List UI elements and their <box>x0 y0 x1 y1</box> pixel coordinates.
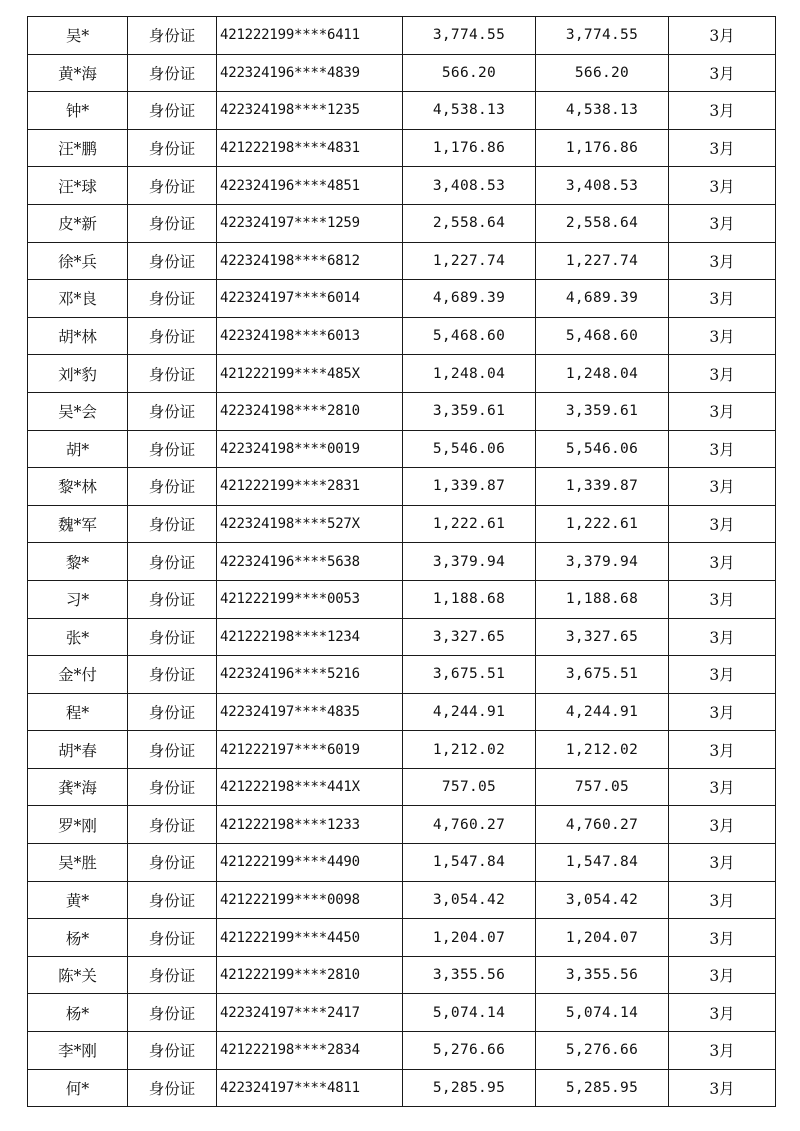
cell-month: 3月 <box>669 844 776 882</box>
cell-id-number: 421222199****2831 <box>217 468 403 506</box>
cell-id-number: 421222199****4450 <box>217 919 403 957</box>
cell-id-number: 422324196****5216 <box>217 656 403 694</box>
cell-name: 黄*海 <box>28 54 128 92</box>
table-row <box>28 618 776 656</box>
cell-id-number: 422324198****527X <box>217 505 403 543</box>
cell-month: 3月 <box>669 881 776 919</box>
cell-amount-paid: 4,538.13 <box>536 92 669 130</box>
cell-month: 3月 <box>669 505 776 543</box>
cell-month: 3月 <box>669 919 776 957</box>
cell-id-type: 身份证 <box>128 505 217 543</box>
cell-name: 皮*新 <box>28 204 128 242</box>
cell-name: 金*付 <box>28 656 128 694</box>
cell-name: 刘*豹 <box>28 355 128 393</box>
cell-amount-paid: 3,675.51 <box>536 656 669 694</box>
cell-name: 胡*林 <box>28 317 128 355</box>
cell-amount-paid: 5,276.66 <box>536 1032 669 1070</box>
cell-id-number: 421222198****441X <box>217 768 403 806</box>
cell-name: 黎*林 <box>28 468 128 506</box>
cell-id-type: 身份证 <box>128 994 217 1032</box>
cell-amount-paid: 1,212.02 <box>536 731 669 769</box>
cell-id-type: 身份证 <box>128 92 217 130</box>
cell-amount-paid: 1,222.61 <box>536 505 669 543</box>
table-row <box>28 54 776 92</box>
cell-id-type: 身份证 <box>128 844 217 882</box>
cell-id-number: 421222198****1234 <box>217 618 403 656</box>
cell-id-number: 421222199****0098 <box>217 881 403 919</box>
cell-amount-paid: 4,244.91 <box>536 693 669 731</box>
cell-id-number: 421222198****4831 <box>217 129 403 167</box>
table-row <box>28 242 776 280</box>
cell-id-type: 身份证 <box>128 242 217 280</box>
cell-id-number: 422324198****6812 <box>217 242 403 280</box>
cell-amount-payable: 3,054.42 <box>403 881 536 919</box>
table-row <box>28 580 776 618</box>
cell-id-type: 身份证 <box>128 693 217 731</box>
cell-month: 3月 <box>669 280 776 318</box>
table-row <box>28 656 776 694</box>
cell-name: 汪*球 <box>28 167 128 205</box>
cell-amount-payable: 3,379.94 <box>403 543 536 581</box>
table-row <box>28 956 776 994</box>
cell-month: 3月 <box>669 468 776 506</box>
table-row <box>28 919 776 957</box>
cell-id-number: 422324197****4811 <box>217 1069 403 1107</box>
table-row <box>28 994 776 1032</box>
cell-name: 胡*春 <box>28 731 128 769</box>
cell-name: 罗*刚 <box>28 806 128 844</box>
cell-id-number: 422324197****4835 <box>217 693 403 731</box>
cell-amount-payable: 1,222.61 <box>403 505 536 543</box>
cell-amount-payable: 4,689.39 <box>403 280 536 318</box>
cell-id-type: 身份证 <box>128 167 217 205</box>
cell-id-type: 身份证 <box>128 956 217 994</box>
cell-name: 邓*良 <box>28 280 128 318</box>
cell-amount-payable: 1,227.74 <box>403 242 536 280</box>
cell-amount-paid: 566.20 <box>536 54 669 92</box>
cell-id-number: 421222199****4490 <box>217 844 403 882</box>
table-row <box>28 1032 776 1070</box>
cell-id-type: 身份证 <box>128 392 217 430</box>
cell-amount-paid: 4,689.39 <box>536 280 669 318</box>
cell-month: 3月 <box>669 317 776 355</box>
cell-month: 3月 <box>669 54 776 92</box>
cell-name: 徐*兵 <box>28 242 128 280</box>
cell-amount-paid: 1,339.87 <box>536 468 669 506</box>
cell-id-type: 身份证 <box>128 543 217 581</box>
cell-amount-payable: 5,468.60 <box>403 317 536 355</box>
cell-month: 3月 <box>669 806 776 844</box>
cell-amount-payable: 1,547.84 <box>403 844 536 882</box>
cell-amount-paid: 757.05 <box>536 768 669 806</box>
table-row <box>28 881 776 919</box>
cell-amount-payable: 5,276.66 <box>403 1032 536 1070</box>
cell-name: 吴* <box>28 17 128 55</box>
cell-id-number: 421222199****485X <box>217 355 403 393</box>
cell-id-number: 422324197****6014 <box>217 280 403 318</box>
table-row <box>28 543 776 581</box>
cell-name: 胡* <box>28 430 128 468</box>
cell-amount-payable: 3,408.53 <box>403 167 536 205</box>
cell-amount-paid: 5,546.06 <box>536 430 669 468</box>
cell-name: 李*刚 <box>28 1032 128 1070</box>
table-row <box>28 92 776 130</box>
cell-amount-paid: 4,760.27 <box>536 806 669 844</box>
cell-id-type: 身份证 <box>128 355 217 393</box>
cell-month: 3月 <box>669 731 776 769</box>
cell-id-number: 422324197****1259 <box>217 204 403 242</box>
cell-id-type: 身份证 <box>128 656 217 694</box>
cell-id-type: 身份证 <box>128 468 217 506</box>
cell-id-type: 身份证 <box>128 280 217 318</box>
cell-id-number: 422324198****2810 <box>217 392 403 430</box>
table-row <box>28 844 776 882</box>
cell-amount-payable: 1,212.02 <box>403 731 536 769</box>
cell-amount-paid: 3,408.53 <box>536 167 669 205</box>
cell-amount-payable: 4,538.13 <box>403 92 536 130</box>
cell-amount-paid: 3,054.42 <box>536 881 669 919</box>
table-row <box>28 167 776 205</box>
cell-month: 3月 <box>669 204 776 242</box>
cell-month: 3月 <box>669 768 776 806</box>
table-row <box>28 731 776 769</box>
cell-month: 3月 <box>669 994 776 1032</box>
cell-id-type: 身份证 <box>128 919 217 957</box>
cell-month: 3月 <box>669 656 776 694</box>
cell-month: 3月 <box>669 956 776 994</box>
cell-id-type: 身份证 <box>128 1069 217 1107</box>
cell-name: 钟* <box>28 92 128 130</box>
cell-amount-payable: 566.20 <box>403 54 536 92</box>
cell-name: 何* <box>28 1069 128 1107</box>
cell-amount-paid: 5,285.95 <box>536 1069 669 1107</box>
cell-id-number: 422324196****4839 <box>217 54 403 92</box>
cell-id-number: 422324196****5638 <box>217 543 403 581</box>
cell-id-number: 422324198****1235 <box>217 92 403 130</box>
cell-name: 杨* <box>28 919 128 957</box>
cell-id-number: 421222198****1233 <box>217 806 403 844</box>
cell-name: 黎* <box>28 543 128 581</box>
table-row <box>28 280 776 318</box>
cell-id-type: 身份证 <box>128 806 217 844</box>
cell-amount-payable: 2,558.64 <box>403 204 536 242</box>
cell-id-type: 身份证 <box>128 731 217 769</box>
cell-id-type: 身份证 <box>128 430 217 468</box>
cell-name: 吴*会 <box>28 392 128 430</box>
cell-amount-payable: 1,176.86 <box>403 129 536 167</box>
cell-month: 3月 <box>669 129 776 167</box>
cell-name: 魏*军 <box>28 505 128 543</box>
cell-amount-payable: 1,339.87 <box>403 468 536 506</box>
cell-id-type: 身份证 <box>128 881 217 919</box>
cell-amount-payable: 3,675.51 <box>403 656 536 694</box>
cell-name: 习* <box>28 580 128 618</box>
cell-name: 龚*海 <box>28 768 128 806</box>
cell-name: 黄* <box>28 881 128 919</box>
payment-table <box>27 16 776 1107</box>
cell-amount-paid: 2,558.64 <box>536 204 669 242</box>
table-row <box>28 806 776 844</box>
cell-amount-payable: 757.05 <box>403 768 536 806</box>
cell-amount-paid: 3,379.94 <box>536 543 669 581</box>
cell-month: 3月 <box>669 17 776 55</box>
cell-id-number: 422324198****6013 <box>217 317 403 355</box>
cell-amount-payable: 1,248.04 <box>403 355 536 393</box>
cell-id-number: 422324196****4851 <box>217 167 403 205</box>
table-row <box>28 693 776 731</box>
cell-amount-paid: 1,176.86 <box>536 129 669 167</box>
cell-id-type: 身份证 <box>128 618 217 656</box>
cell-amount-paid: 5,468.60 <box>536 317 669 355</box>
cell-amount-payable: 4,244.91 <box>403 693 536 731</box>
cell-id-number: 421222198****2834 <box>217 1032 403 1070</box>
cell-amount-paid: 1,204.07 <box>536 919 669 957</box>
cell-amount-paid: 1,188.68 <box>536 580 669 618</box>
cell-month: 3月 <box>669 167 776 205</box>
table-row <box>28 392 776 430</box>
table-row <box>28 768 776 806</box>
cell-amount-payable: 3,327.65 <box>403 618 536 656</box>
cell-month: 3月 <box>669 355 776 393</box>
cell-id-number: 421222199****0053 <box>217 580 403 618</box>
cell-month: 3月 <box>669 618 776 656</box>
cell-amount-paid: 1,547.84 <box>536 844 669 882</box>
cell-name: 陈*关 <box>28 956 128 994</box>
cell-month: 3月 <box>669 430 776 468</box>
cell-name: 程* <box>28 693 128 731</box>
cell-month: 3月 <box>669 693 776 731</box>
payment-table-page <box>27 16 775 1107</box>
cell-name: 张* <box>28 618 128 656</box>
table-row <box>28 129 776 167</box>
cell-amount-payable: 3,355.56 <box>403 956 536 994</box>
cell-amount-payable: 3,774.55 <box>403 17 536 55</box>
cell-name: 杨* <box>28 994 128 1032</box>
cell-month: 3月 <box>669 1069 776 1107</box>
cell-month: 3月 <box>669 242 776 280</box>
cell-id-type: 身份证 <box>128 54 217 92</box>
cell-id-number: 422324197****2417 <box>217 994 403 1032</box>
table-row <box>28 468 776 506</box>
cell-amount-payable: 1,188.68 <box>403 580 536 618</box>
table-row <box>28 505 776 543</box>
cell-month: 3月 <box>669 1032 776 1070</box>
cell-id-type: 身份证 <box>128 1032 217 1070</box>
cell-id-type: 身份证 <box>128 129 217 167</box>
cell-id-number: 421222197****6019 <box>217 731 403 769</box>
cell-id-type: 身份证 <box>128 204 217 242</box>
cell-month: 3月 <box>669 543 776 581</box>
cell-id-number: 421222199****2810 <box>217 956 403 994</box>
cell-amount-payable: 5,074.14 <box>403 994 536 1032</box>
cell-amount-paid: 3,774.55 <box>536 17 669 55</box>
table-row <box>28 204 776 242</box>
cell-amount-paid: 3,359.61 <box>536 392 669 430</box>
cell-month: 3月 <box>669 92 776 130</box>
cell-name: 吴*胜 <box>28 844 128 882</box>
cell-amount-payable: 5,285.95 <box>403 1069 536 1107</box>
table-row <box>28 17 776 55</box>
cell-amount-payable: 3,359.61 <box>403 392 536 430</box>
cell-amount-paid: 3,355.56 <box>536 956 669 994</box>
cell-amount-payable: 5,546.06 <box>403 430 536 468</box>
cell-id-number: 421222199****6411 <box>217 17 403 55</box>
cell-id-type: 身份证 <box>128 580 217 618</box>
cell-name: 汪*鹏 <box>28 129 128 167</box>
cell-month: 3月 <box>669 392 776 430</box>
table-row <box>28 355 776 393</box>
cell-id-type: 身份证 <box>128 317 217 355</box>
cell-id-number: 422324198****0019 <box>217 430 403 468</box>
cell-amount-paid: 3,327.65 <box>536 618 669 656</box>
cell-month: 3月 <box>669 580 776 618</box>
table-row <box>28 1069 776 1107</box>
cell-id-type: 身份证 <box>128 17 217 55</box>
cell-amount-paid: 1,248.04 <box>536 355 669 393</box>
cell-amount-payable: 1,204.07 <box>403 919 536 957</box>
table-body <box>28 17 776 1107</box>
table-row <box>28 317 776 355</box>
cell-amount-paid: 5,074.14 <box>536 994 669 1032</box>
cell-amount-paid: 1,227.74 <box>536 242 669 280</box>
cell-id-type: 身份证 <box>128 768 217 806</box>
table-row <box>28 430 776 468</box>
cell-amount-payable: 4,760.27 <box>403 806 536 844</box>
